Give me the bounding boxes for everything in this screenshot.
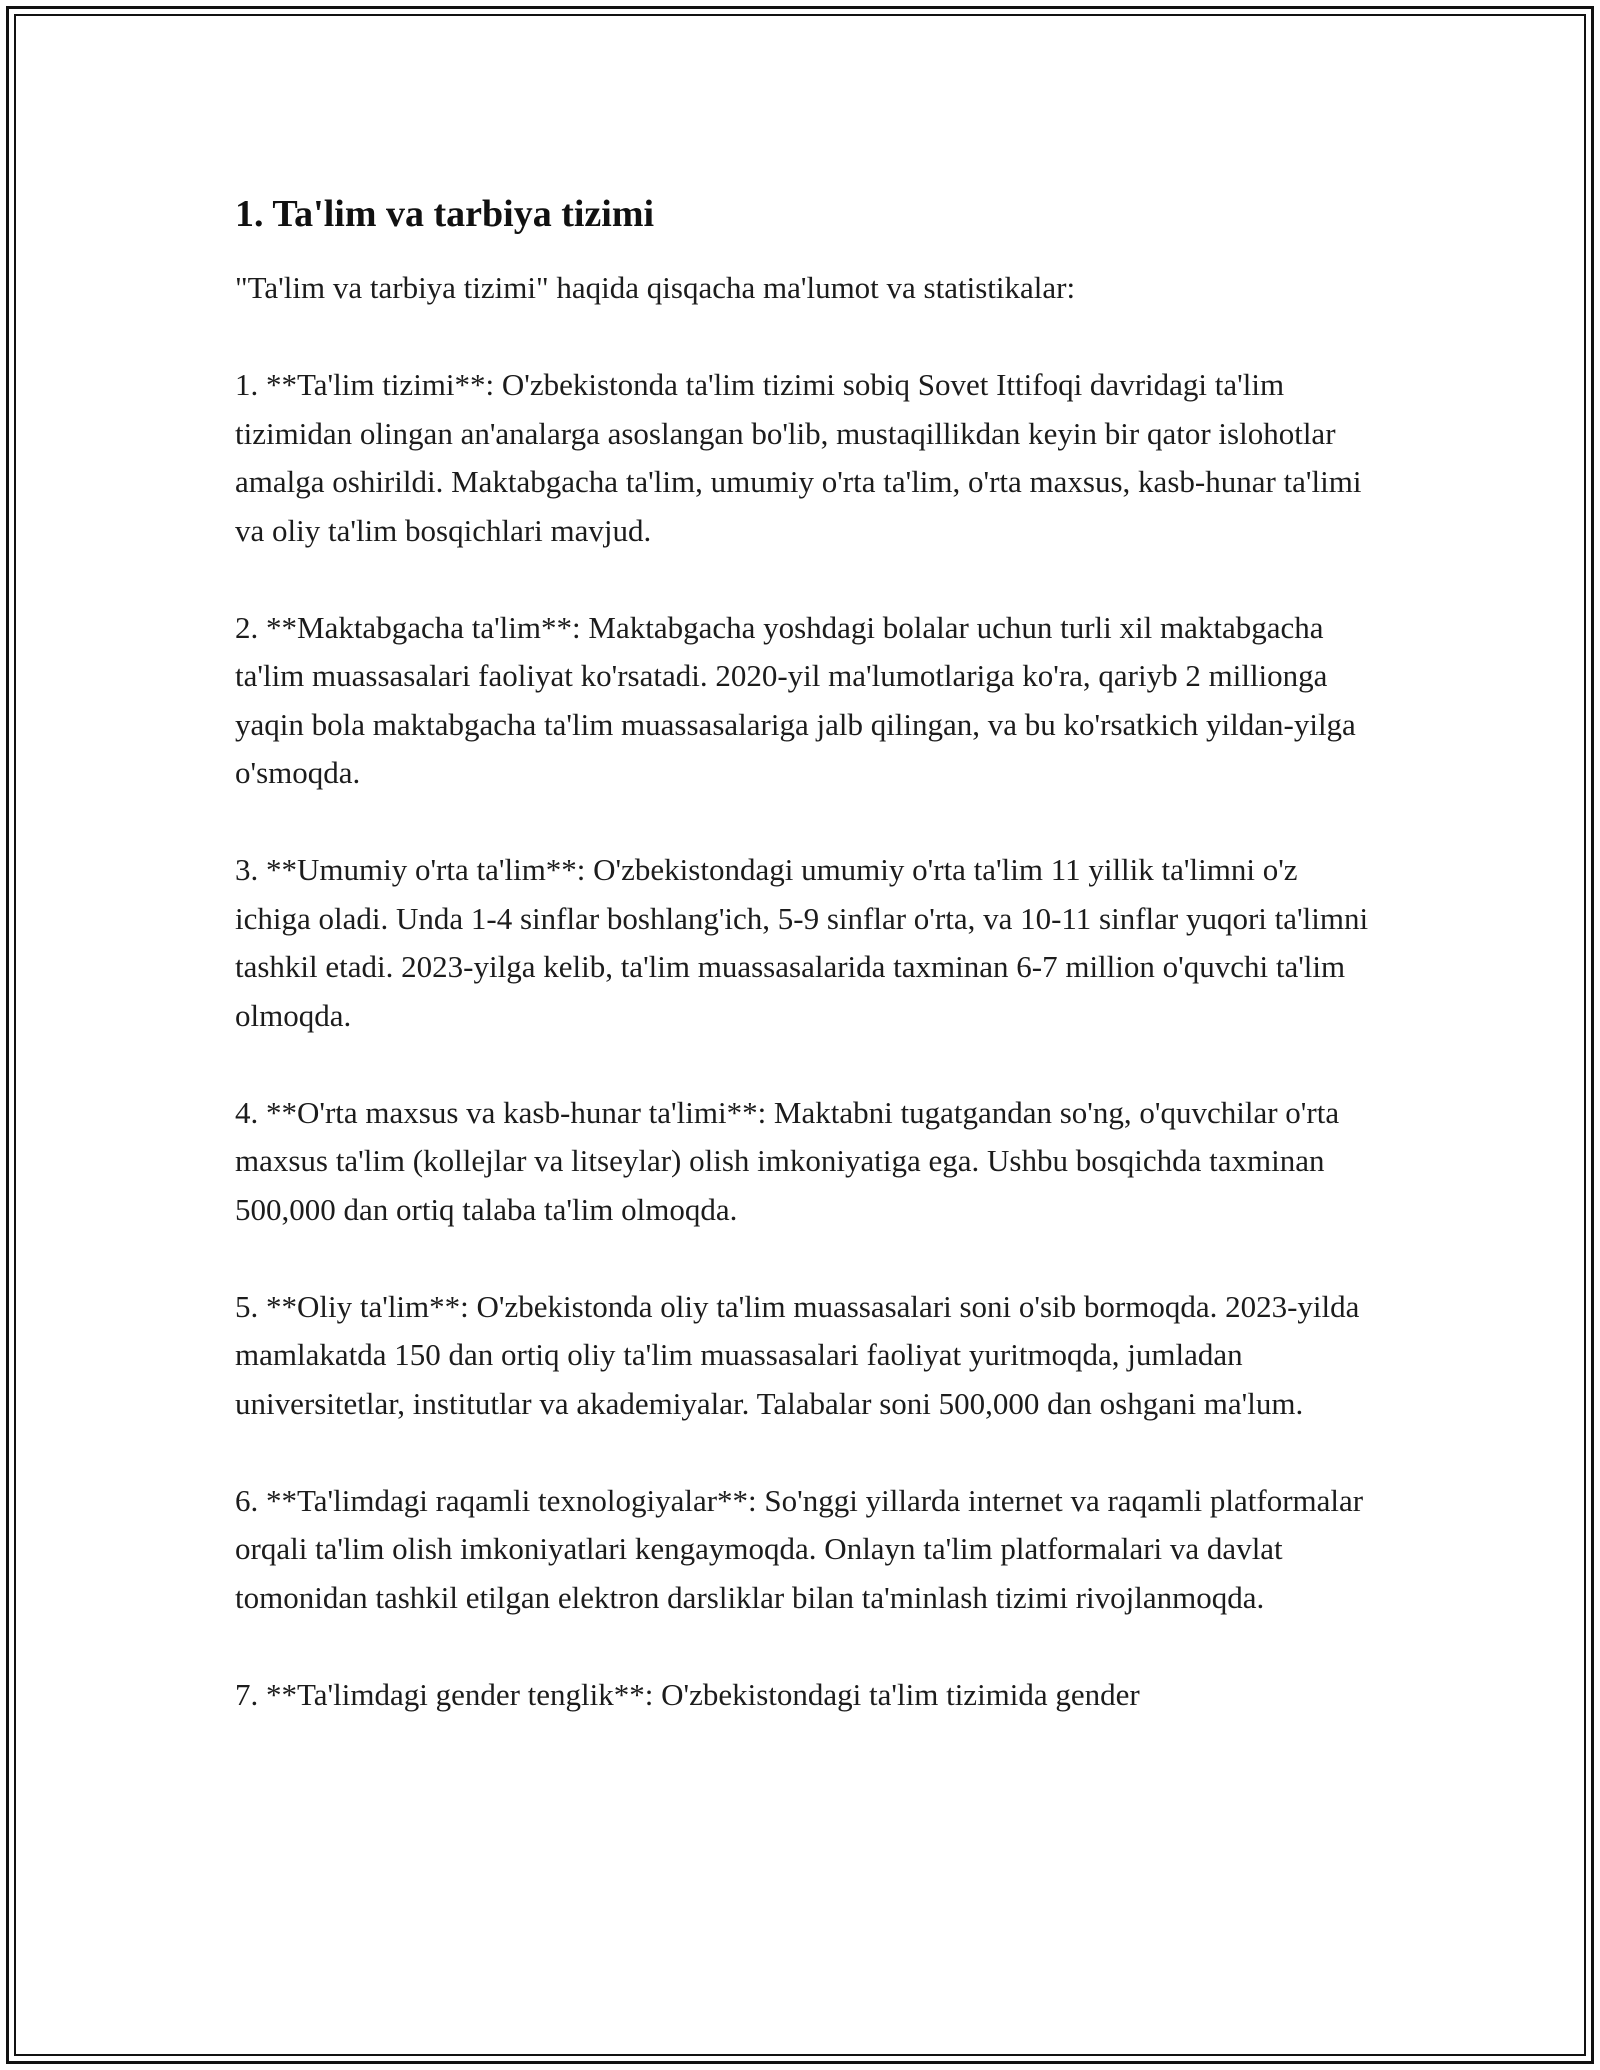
list-item: 6. **Ta'limdagi raqamli texnologiyalar**: So'nggi yillarda internet va raqamli platformalar orqali ta'lim olish imkoniyatlari kengaymoqda. Onlayn ta'lim platformalari va davlat tomonidan tashkil etilgan elektron darsliklar bilan ta'minlash tizimi rivojlanmoqda.	[235, 1482, 1364, 1615]
list-item: 1. **Ta'lim tizimi**: O'zbekistonda ta'lim tizimi sobiq Sovet Ittifoqi davridagi ta'lim tizimidan olingan an'analarga asoslangan bo'lib, mustaqillikdan keyin bir qator islohotlar amalga oshirildi. Maktabgacha ta'lim, umumiy o'rta ta'lim, o'rta maxsus, kasb-hunar ta'limi va oliy ta'lim bosqichlari mavjud.	[235, 367, 1362, 548]
list-item: 2. **Maktabgacha ta'lim**: Maktabgacha yoshdagi bolalar uchun turli xil maktabgacha ta'lim muassasalari faoliyat ko'rsatadi. 2020-yil ma'lumotlariga ko'ra, qariyb 2 millionga yaqin bola maktabgacha ta'lim muassasalariga jalb qilingan, va bu ko'rsatkich yildan-yilga o'smoqda.	[235, 609, 1356, 790]
intro-paragraph: "Ta'lim va tarbiya tizimi" haqida qisqacha ma'lumot va statistikalar:	[235, 270, 1076, 305]
list-item: 4. **O'rta maxsus va kasb-hunar ta'limi**: Maktabni tugatgandan so'ng, o'quvchilar o'rta maxsus ta'lim (kollejlar va litseylar) olish imkoniyatiga ega. Ushbu bosqichda taxminan 500,000 dan ortiq talaba ta'lim olmoqda.	[235, 1094, 1340, 1227]
document-body	[235, 190, 1375, 1719]
list-item: 5. **Oliy ta'lim**: O'zbekistonda oliy ta'lim muassasalari soni o'sib bormoqda. 2023-yilda mamlakatda 150 dan ortiq oliy ta'lim muassasalari faoliyat yuritmoqda, jumladan universitetlar, institutlar va akademiyalar. Talabalar soni 500,000 dan oshgani ma'lum.	[235, 1288, 1360, 1421]
section-heading: 1. Ta'lim va tarbiya tizimi	[235, 193, 655, 235]
list-item: 3. **Umumiy o'rta ta'lim**: O'zbekistondagi umumiy o'rta ta'lim 11 yillik ta'limni o'z ichiga oladi. Unda 1-4 sinflar boshlang'ich, 5-9 sinflar o'rta, va 10-11 sinflar yuqori ta'limni tashkil etadi. 2023-yilga kelib, ta'lim muassasalarida taxminan 6-7 million o'quvchi ta'lim olmoqda.	[235, 852, 1369, 1033]
list-item: 7. **Ta'limdagi gender tenglik**: O'zbekistondagi ta'lim tizimida gender	[235, 1676, 1140, 1712]
